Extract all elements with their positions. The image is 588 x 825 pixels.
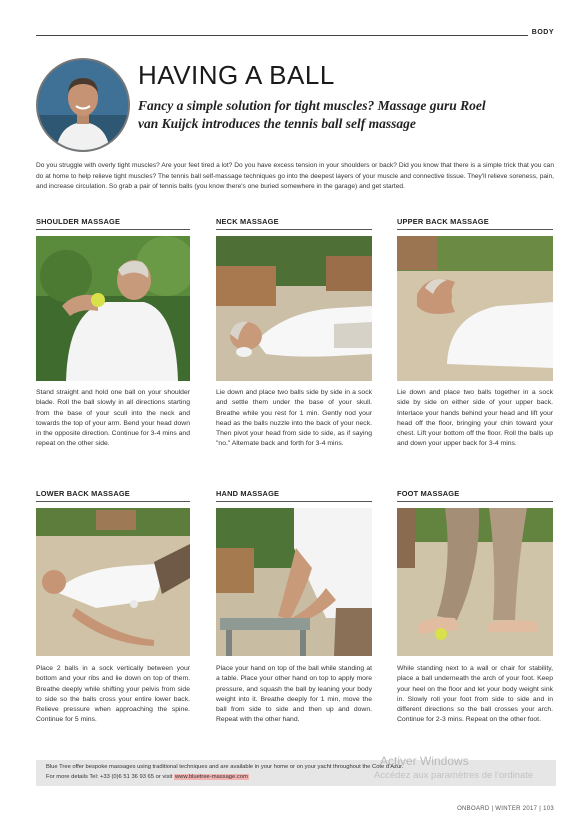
hand-massage-heading: HAND MASSAGE xyxy=(216,489,280,498)
hand-massage-photo xyxy=(216,508,372,656)
article-subtitle: Fancy a simple solution for tight muscles? Massage guru Roel van Kuijck introduces the tennis ball self massage xyxy=(138,98,486,131)
shoulder-heading-rule xyxy=(36,229,190,230)
upper-back-massage-heading: UPPER BACK MASSAGE xyxy=(397,217,489,226)
footer-contact-line xyxy=(46,774,249,780)
neck-heading-rule xyxy=(216,229,372,230)
header-rule xyxy=(36,35,554,36)
upper-back-massage-photo xyxy=(397,236,553,381)
neck-massage-text: Lie down and place two balls side by side in a sock and settle them under the base of your skull. Breathe while you rest for 1 min. Gently nod your head as the balls nuzzle into the back of your neck. Then pivot your head from side to side, as if saying "no." Alternate back and forth for 3-4 mins. xyxy=(216,389,372,448)
lower-back-massage-text: Place 2 balls in a sock vertically between your bottom and your ribs and lie down on top of them. Breathe deeply while shifting your pelvis from side to side so the balls cross your entire lower back. Relieve pressure when approaching the spine. Continue for 5 mins. xyxy=(36,665,190,724)
neck-massage-heading: NECK MASSAGE xyxy=(216,217,279,226)
footer-info-line: Blue Tree offer bespoke massages using traditional techniques and are available in your home or on your yacht throughout the Cote d'Azur. xyxy=(46,764,404,770)
windows-activation-watermark-text: Accédez aux paramètres de l'ordinate xyxy=(374,770,534,781)
lower-back-massage-heading: LOWER BACK MASSAGE xyxy=(36,489,130,498)
upper-back-heading-rule xyxy=(397,229,553,230)
section-tag: BODY xyxy=(528,29,554,36)
lower-back-massage-photo xyxy=(36,508,190,656)
intro-paragraph: Do you struggle with overly tight muscles? Are your feet tired a lot? Do you have excess tension in your shoulders or back? Did you know that there is a simple trick that you can do at home to help relieve tight muscles? The tennis ball self-massage techniques go into the deepest layers of your muscle and connective tissue. They'll relieve soreness, pain, and increase circulation. So grab a pair of tennis balls (you know there's one buried somewhere in the garage) and get started. xyxy=(36,162,554,190)
hand-massage-text: Place your hand on top of the ball while standing at a table. Place your other hand on top to apply more pressure, and squash the ball by leaning your body weight into it. Breathe deeply for 1 min, move the ball from side to side and then up and down. Repeat with the other hand. xyxy=(216,665,372,724)
upper-back-massage-text: Lie down and place two balls together in a sock side by side on either side of your upper back. Interlace your hands behind your head and lift your head off the floor, bringing your chin toward your chest. Lift your bottom off the floor. Roll the balls up and down your upper back for 3-4 mins. xyxy=(397,389,553,448)
website-link[interactable]: www.bluetree-massage.com xyxy=(174,774,248,780)
article-title: HAVING A BALL xyxy=(138,60,335,90)
windows-activation-watermark-title: Activer Windows xyxy=(380,754,469,768)
foot-heading-rule xyxy=(397,501,553,502)
neck-massage-photo xyxy=(216,236,372,381)
hand-heading-rule xyxy=(216,501,372,502)
footer-contact-prefix: For more details Tel: +33 (0)6 51 36 93 65 or visit xyxy=(46,774,174,780)
page-footer: ONBOARD | WINTER 2017 | 103 xyxy=(457,806,554,812)
shoulder-massage-heading: SHOULDER MASSAGE xyxy=(36,217,121,226)
author-portrait xyxy=(36,58,130,152)
foot-massage-photo xyxy=(397,508,553,656)
shoulder-massage-photo xyxy=(36,236,190,381)
lower-back-heading-rule xyxy=(36,501,190,502)
foot-massage-text: While standing next to a wall or chair for stability, place a ball underneath the arch of your foot. Keep your heel on the floor and let your body weight sink in. Slowly roll your foot from side to side and in different directions so the ball crosses your arch. Continue for 2-3 mins. Repeat on the other foot. xyxy=(397,665,553,724)
foot-massage-heading: FOOT MASSAGE xyxy=(397,489,460,498)
shoulder-massage-text: Stand straight and hold one ball on your shoulder blade. Roll the ball slowly in all directions starting from the base of your scull into the neck and towards the top of your arm. Bend your head down in the opposite direction. Continue for 3-4 mins and repeat on the other side. xyxy=(36,389,190,448)
